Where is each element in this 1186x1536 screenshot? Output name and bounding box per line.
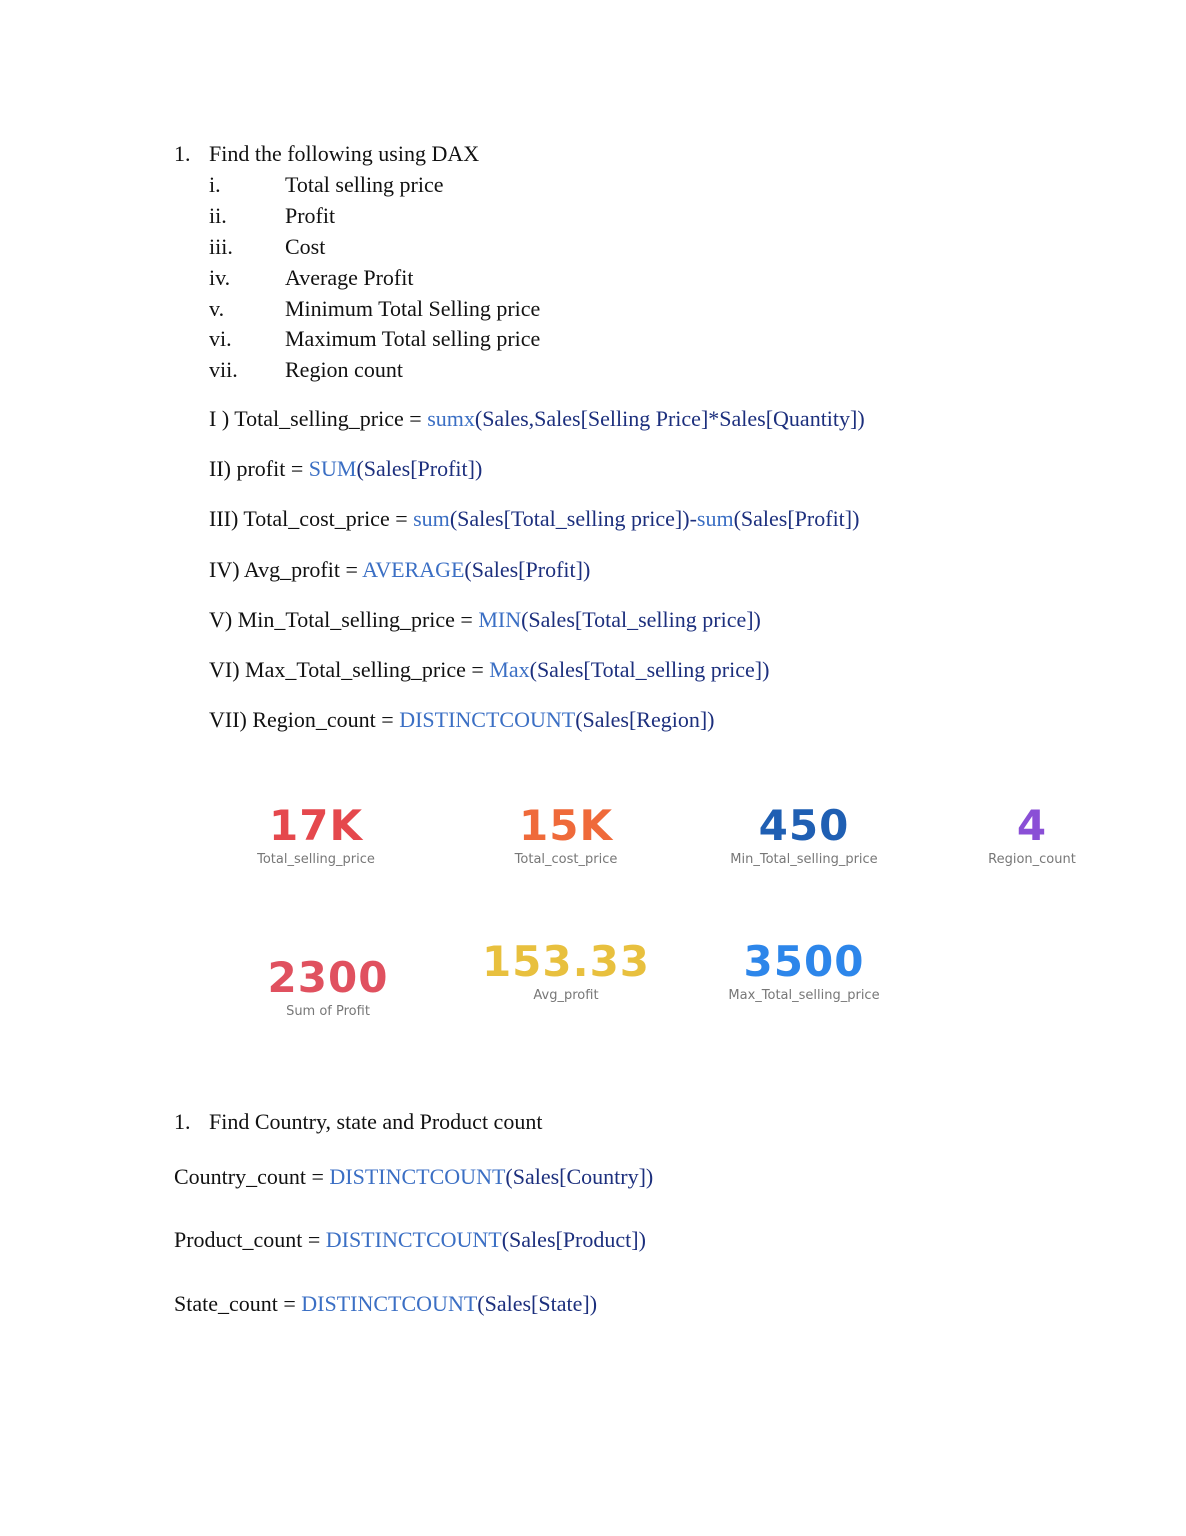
formula-args: (Sales[Profit]) [464, 557, 591, 582]
formula-args: (Sales[Profit]) [356, 456, 483, 481]
list-numeral: iv. [209, 265, 231, 290]
kpi-value: 450 [758, 801, 850, 850]
formula-prefix: V) Min_Total_selling_price = [209, 607, 479, 632]
dax-formula-state-count [174, 1291, 597, 1317]
formula-function: MIN [478, 607, 522, 632]
formula-prefix: Country_count = [174, 1164, 330, 1189]
formula-function: AVERAGE [362, 557, 465, 582]
dax-formula-product-count [174, 1227, 646, 1253]
formula-args: (Sales[Region]) [575, 707, 715, 732]
kpi-value: 3500 [743, 937, 865, 986]
kpi-card-max-total-selling-price [694, 938, 914, 1004]
question-title: Find the following using DAX [209, 141, 480, 166]
dax-formula-region-count [209, 707, 715, 733]
kpi-label: Total_selling_price [257, 852, 375, 867]
formula-prefix: I ) Total_selling_price = [209, 406, 428, 431]
kpi-card-total-selling-price [216, 802, 416, 868]
list-numeral: vi. [209, 326, 232, 351]
dax-formula-max-total-selling-price [209, 657, 769, 683]
kpi-card-total-cost-price [466, 802, 666, 868]
dax-formula-min-total-selling-price [209, 607, 761, 633]
formula-prefix: VII) Region_count = [209, 707, 400, 732]
question-title: Find Country, state and Product count [209, 1109, 543, 1134]
list-text: Total selling price [285, 172, 444, 197]
formula-function: Max [489, 657, 530, 682]
formula-args: (Sales[Country]) [505, 1164, 654, 1189]
question-number: 1. [174, 1109, 191, 1134]
formula-args-2: (Sales[Profit]) [733, 506, 860, 531]
kpi-value: 15K [519, 801, 613, 850]
formula-function-2: sum [696, 506, 734, 531]
formula-function: DISTINCTCOUNT [325, 1227, 502, 1252]
formula-prefix: IV) Avg_profit = [209, 557, 363, 582]
kpi-card-avg-profit [466, 938, 666, 1004]
formula-function: DISTINCTCOUNT [399, 707, 576, 732]
kpi-card-min-total-selling-price [694, 802, 914, 868]
kpi-card-region-count [952, 802, 1112, 868]
formula-prefix: Product_count = [174, 1227, 326, 1252]
list-numeral: vii. [209, 357, 238, 382]
formula-args: (Sales[Total_selling price])- [449, 506, 697, 531]
list-text: Profit [285, 203, 336, 228]
kpi-label: Sum of Profit [286, 1004, 370, 1019]
dax-formula-profit [209, 456, 482, 482]
dax-formula-avg-profit [209, 557, 590, 583]
dax-formula-total-selling-price [209, 406, 865, 432]
question-number: 1. [174, 141, 191, 166]
formula-function: sumx [427, 406, 475, 431]
list-text: Region count [285, 357, 403, 382]
kpi-label: Min_Total_selling_price [730, 852, 878, 867]
formula-args: (Sales[Product]) [501, 1227, 646, 1252]
list-numeral: ii. [209, 203, 227, 228]
formula-args: (Sales[State]) [477, 1291, 598, 1316]
kpi-label: Region_count [988, 852, 1076, 867]
kpi-value: 4 [1016, 801, 1048, 850]
kpi-value: 17K [269, 801, 363, 850]
kpi-label: Avg_profit [533, 988, 599, 1003]
dax-formula-country-count [174, 1164, 653, 1190]
formula-function: sum [413, 506, 450, 531]
list-numeral: v. [209, 296, 225, 321]
kpi-value: 2300 [267, 953, 389, 1002]
list-text: Cost [285, 234, 326, 259]
list-text: Maximum Total selling price [285, 326, 541, 351]
formula-args: (Sales[Total_selling price]) [529, 657, 770, 682]
formula-prefix: III) Total_cost_price = [209, 506, 414, 531]
list-numeral: iii. [209, 234, 233, 259]
formula-function: DISTINCTCOUNT [329, 1164, 506, 1189]
list-text: Average Profit [285, 265, 414, 290]
kpi-label: Max_Total_selling_price [728, 988, 880, 1003]
formula-prefix: VI) Max_Total_selling_price = [209, 657, 490, 682]
kpi-card-sum-of-profit [228, 954, 428, 1020]
list-text: Minimum Total Selling price [285, 296, 541, 321]
kpi-value: 153.33 [481, 937, 651, 986]
formula-prefix: State_count = [174, 1291, 302, 1316]
formula-args: (Sales[Total_selling price]) [521, 607, 761, 632]
formula-function: DISTINCTCOUNT [301, 1291, 478, 1316]
kpi-label: Total_cost_price [514, 852, 618, 867]
dax-formula-total-cost-price [209, 506, 859, 532]
formula-args: (Sales,Sales[Selling Price]*Sales[Quantity]) [474, 406, 865, 431]
formula-prefix: II) profit = [209, 456, 309, 481]
list-numeral: i. [209, 172, 221, 197]
formula-function: SUM [308, 456, 357, 481]
